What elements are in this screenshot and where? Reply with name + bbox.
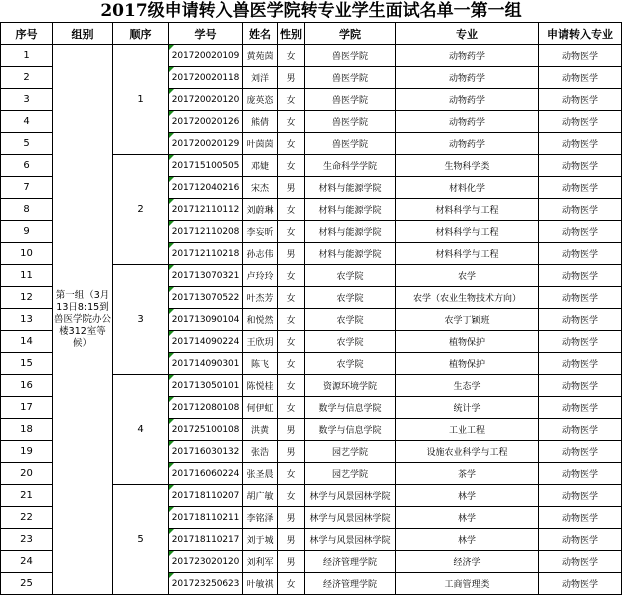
student-id: 201725100108 [169, 419, 243, 441]
student-name: 张圣晨 [243, 463, 278, 485]
header-target-major: 申请转入专业 [539, 23, 622, 45]
student-id: 201712110112 [169, 199, 243, 221]
student-major: 林学 [396, 507, 539, 529]
target-major: 动物医学 [539, 507, 622, 529]
student-sex: 男 [278, 177, 305, 199]
student-name: 洪黄 [243, 419, 278, 441]
student-name: 李妄昕 [243, 221, 278, 243]
student-id: 201723020120 [169, 551, 243, 573]
order-cell: 5 [113, 485, 169, 595]
target-major: 动物医学 [539, 375, 622, 397]
student-major: 经济学 [396, 551, 539, 573]
row-number: 4 [1, 111, 53, 133]
student-major: 茶学 [396, 463, 539, 485]
row-number: 22 [1, 507, 53, 529]
student-major: 生态学 [396, 375, 539, 397]
row-number: 23 [1, 529, 53, 551]
student-major: 动物药学 [396, 133, 539, 155]
student-major: 设施农业科学与工程 [396, 441, 539, 463]
student-name: 叶杰芳 [243, 287, 278, 309]
student-sex: 女 [278, 155, 305, 177]
student-name: 胡广敏 [243, 485, 278, 507]
student-id: 201716030132 [169, 441, 243, 463]
header-sex: 性别 [278, 23, 305, 45]
student-name: 刘于城 [243, 529, 278, 551]
row-number: 14 [1, 331, 53, 353]
page-title: 2017级申请转入兽医学院转专业学生面试名单一第一组 [100, 1, 522, 21]
student-name: 刘利军 [243, 551, 278, 573]
order-cell: 3 [113, 265, 169, 375]
student-college: 数学与信息学院 [305, 397, 396, 419]
student-college: 林学与风景园林学院 [305, 507, 396, 529]
student-id: 201720020120 [169, 89, 243, 111]
table-body [1, 45, 622, 595]
student-name: 邓婕 [243, 155, 278, 177]
student-name: 刘蔚琳 [243, 199, 278, 221]
student-name: 卢玲玲 [243, 265, 278, 287]
student-major: 动物药学 [396, 67, 539, 89]
student-sex: 男 [278, 441, 305, 463]
header-group: 组别 [53, 23, 113, 45]
student-college: 材料与能源学院 [305, 243, 396, 265]
student-college: 材料与能源学院 [305, 177, 396, 199]
header-order: 顺序 [113, 23, 169, 45]
target-major: 动物医学 [539, 287, 622, 309]
student-major: 材料科学与工程 [396, 243, 539, 265]
student-college: 兽医学院 [305, 133, 396, 155]
student-college: 材料与能源学院 [305, 199, 396, 221]
student-id: 201718110217 [169, 529, 243, 551]
target-major: 动物医学 [539, 353, 622, 375]
student-sex: 男 [278, 243, 305, 265]
student-sex: 女 [278, 397, 305, 419]
student-major: 农学 [396, 265, 539, 287]
student-college: 兽医学院 [305, 45, 396, 67]
student-sex: 女 [278, 89, 305, 111]
student-sex: 女 [278, 573, 305, 595]
student-name: 李铭泽 [243, 507, 278, 529]
student-college: 兽医学院 [305, 67, 396, 89]
student-id: 201713070522 [169, 287, 243, 309]
order-cell: 2 [113, 155, 169, 265]
student-college: 农学院 [305, 309, 396, 331]
target-major: 动物医学 [539, 111, 622, 133]
student-major: 统计学 [396, 397, 539, 419]
group-cell: 第一组（3月13日8:15到兽医学院办公楼312室等候） [53, 45, 113, 595]
student-sex: 女 [278, 265, 305, 287]
student-sex: 女 [278, 375, 305, 397]
row-number: 13 [1, 309, 53, 331]
order-cell: 4 [113, 375, 169, 485]
row-number: 24 [1, 551, 53, 573]
target-major: 动物医学 [539, 243, 622, 265]
student-name: 宋杰 [243, 177, 278, 199]
student-sex: 男 [278, 551, 305, 573]
student-major: 动物药学 [396, 45, 539, 67]
student-college: 经济管理学院 [305, 551, 396, 573]
student-id: 201713090104 [169, 309, 243, 331]
student-id: 201718110211 [169, 507, 243, 529]
row-number: 16 [1, 375, 53, 397]
student-id: 201715100505 [169, 155, 243, 177]
student-college: 经济管理学院 [305, 573, 396, 595]
student-college: 林学与风景园林学院 [305, 529, 396, 551]
student-id: 201714090224 [169, 331, 243, 353]
student-id: 201718110207 [169, 485, 243, 507]
student-major: 动物药学 [396, 89, 539, 111]
student-major: 农学（农业生物技术方向） [396, 287, 539, 309]
row-number: 9 [1, 221, 53, 243]
target-major: 动物医学 [539, 221, 622, 243]
student-name: 王欣玥 [243, 331, 278, 353]
row-number: 3 [1, 89, 53, 111]
student-name: 孙志伟 [243, 243, 278, 265]
target-major: 动物医学 [539, 45, 622, 67]
student-sex: 女 [278, 199, 305, 221]
student-id: 201720020118 [169, 67, 243, 89]
student-major: 林学 [396, 485, 539, 507]
student-college: 兽医学院 [305, 111, 396, 133]
student-id: 201714090301 [169, 353, 243, 375]
student-id: 201720020109 [169, 45, 243, 67]
student-college: 园艺学院 [305, 463, 396, 485]
student-college: 园艺学院 [305, 441, 396, 463]
header-college: 学院 [305, 23, 396, 45]
student-sex: 男 [278, 67, 305, 89]
student-name: 刘洋 [243, 67, 278, 89]
row-number: 12 [1, 287, 53, 309]
target-major: 动物医学 [539, 177, 622, 199]
student-major: 植物保护 [396, 331, 539, 353]
row-number: 17 [1, 397, 53, 419]
target-major: 动物医学 [539, 265, 622, 287]
student-id: 201720020129 [169, 133, 243, 155]
student-college: 资源环境学院 [305, 375, 396, 397]
student-major: 林学 [396, 529, 539, 551]
student-sex: 女 [278, 221, 305, 243]
student-major: 材料化学 [396, 177, 539, 199]
target-major: 动物医学 [539, 573, 622, 595]
student-college: 农学院 [305, 287, 396, 309]
student-name: 黄苑茵 [243, 45, 278, 67]
student-name: 和悦然 [243, 309, 278, 331]
student-sex: 女 [278, 133, 305, 155]
student-major: 工业工程 [396, 419, 539, 441]
target-major: 动物医学 [539, 155, 622, 177]
row-number: 7 [1, 177, 53, 199]
student-id: 201712040216 [169, 177, 243, 199]
student-name: 庞英恣 [243, 89, 278, 111]
student-sex: 男 [278, 419, 305, 441]
target-major: 动物医学 [539, 89, 622, 111]
target-major: 动物医学 [539, 397, 622, 419]
header-no: 序号 [1, 23, 53, 45]
student-college: 兽医学院 [305, 89, 396, 111]
student-name: 熊倩 [243, 111, 278, 133]
student-college: 生命科学学院 [305, 155, 396, 177]
order-cell: 1 [113, 45, 169, 155]
student-sex: 女 [278, 485, 305, 507]
target-major: 动物医学 [539, 463, 622, 485]
student-sex: 女 [278, 287, 305, 309]
student-college: 农学院 [305, 265, 396, 287]
student-major: 植物保护 [396, 353, 539, 375]
student-name: 陈飞 [243, 353, 278, 375]
target-major: 动物医学 [539, 199, 622, 221]
row-number: 19 [1, 441, 53, 463]
student-college: 材料与能源学院 [305, 221, 396, 243]
student-id: 201713050101 [169, 375, 243, 397]
student-name: 张浩 [243, 441, 278, 463]
header-row [1, 23, 622, 45]
row-number: 8 [1, 199, 53, 221]
student-id: 201712110218 [169, 243, 243, 265]
target-major: 动物医学 [539, 419, 622, 441]
row-number: 15 [1, 353, 53, 375]
student-college: 农学院 [305, 353, 396, 375]
target-major: 动物医学 [539, 331, 622, 353]
table-row [1, 45, 622, 67]
student-sex: 女 [278, 309, 305, 331]
student-name: 何伊虹 [243, 397, 278, 419]
student-sex: 女 [278, 353, 305, 375]
student-college: 数学与信息学院 [305, 419, 396, 441]
header-student-id: 学号 [169, 23, 243, 45]
row-number: 25 [1, 573, 53, 595]
student-sex: 女 [278, 45, 305, 67]
student-major: 工商管理类 [396, 573, 539, 595]
target-major: 动物医学 [539, 485, 622, 507]
target-major: 动物医学 [539, 133, 622, 155]
header-major: 专业 [396, 23, 539, 45]
student-sex: 男 [278, 529, 305, 551]
student-college: 林学与风景园林学院 [305, 485, 396, 507]
student-major: 生物科学类 [396, 155, 539, 177]
row-number: 10 [1, 243, 53, 265]
target-major: 动物医学 [539, 529, 622, 551]
student-id: 201712080108 [169, 397, 243, 419]
row-number: 21 [1, 485, 53, 507]
student-sex: 女 [278, 331, 305, 353]
student-id: 201723250623 [169, 573, 243, 595]
row-number: 5 [1, 133, 53, 155]
target-major: 动物医学 [539, 309, 622, 331]
row-number: 1 [1, 45, 53, 67]
student-major: 动物药学 [396, 111, 539, 133]
student-college: 农学院 [305, 331, 396, 353]
row-number: 11 [1, 265, 53, 287]
row-number: 6 [1, 155, 53, 177]
student-major: 材料科学与工程 [396, 199, 539, 221]
student-major: 农学丁颖班 [396, 309, 539, 331]
student-id: 201716060224 [169, 463, 243, 485]
student-name: 陈悦桂 [243, 375, 278, 397]
header-name: 姓名 [243, 23, 278, 45]
student-id: 201720020126 [169, 111, 243, 133]
target-major: 动物医学 [539, 551, 622, 573]
row-number: 2 [1, 67, 53, 89]
student-sex: 男 [278, 507, 305, 529]
student-sex: 女 [278, 111, 305, 133]
student-major: 材料科学与工程 [396, 221, 539, 243]
student-sex: 女 [278, 463, 305, 485]
student-id: 201713070321 [169, 265, 243, 287]
target-major: 动物医学 [539, 67, 622, 89]
student-name: 叶茵茵 [243, 133, 278, 155]
student-id: 201712110208 [169, 221, 243, 243]
target-major: 动物医学 [539, 441, 622, 463]
interview-table [0, 22, 622, 595]
row-number: 18 [1, 419, 53, 441]
row-number: 20 [1, 463, 53, 485]
student-name: 叶敏祺 [243, 573, 278, 595]
